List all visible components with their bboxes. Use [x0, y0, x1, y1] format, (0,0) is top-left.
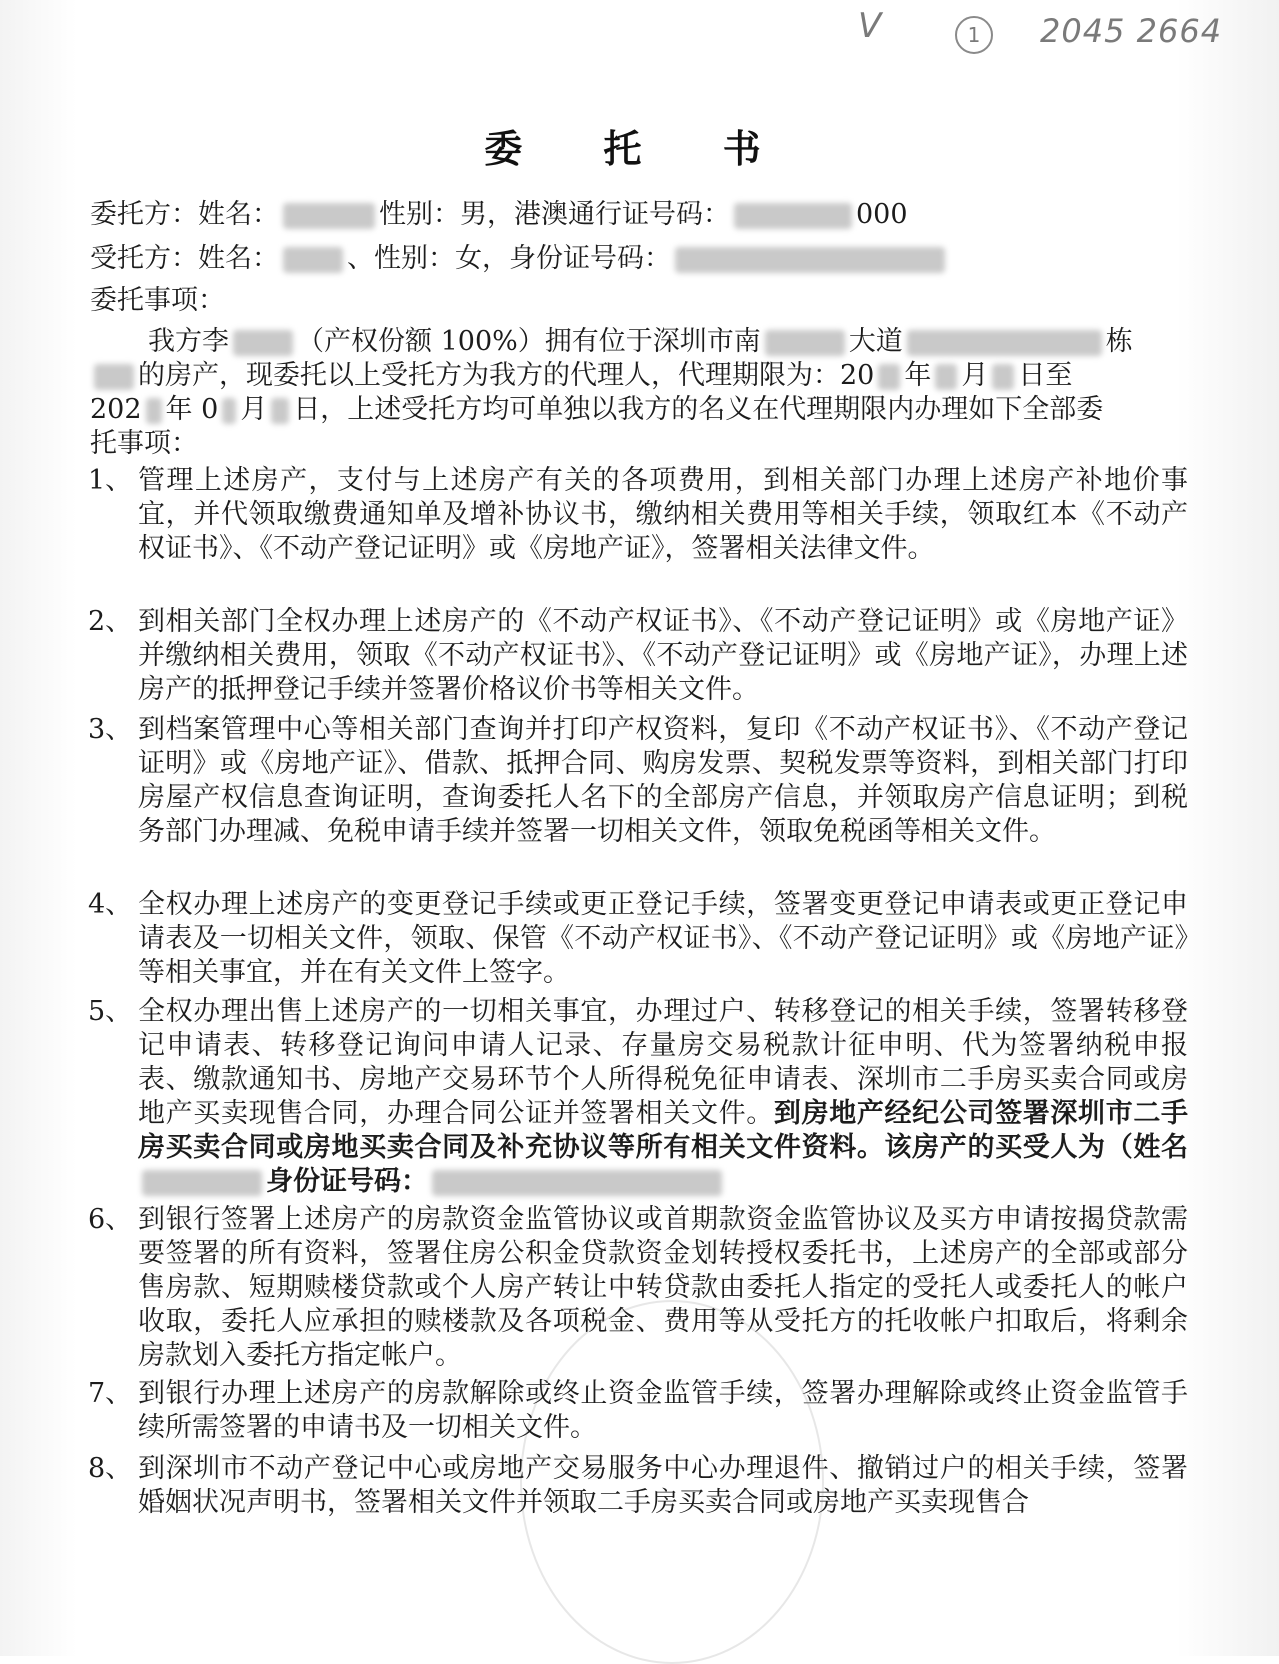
redacted-year — [146, 398, 162, 424]
matter-item-3 — [88, 713, 1188, 849]
faint-seal-impression — [520, 1300, 824, 1664]
intro-text: 月 — [961, 360, 989, 391]
handwritten-check-mark: V — [858, 6, 882, 46]
handwritten-reference-number: 2045 2664 — [1040, 12, 1223, 50]
principal-id-tail: 000 — [856, 199, 908, 230]
item-number: 7、 — [88, 1378, 133, 1409]
redacted-month — [222, 398, 236, 424]
redacted-name — [283, 247, 343, 273]
intro-text: （产权份额 100%）拥有位于深圳市南 — [297, 326, 761, 357]
intro-text: 栋 — [1105, 326, 1133, 357]
intro-text: 年 0 — [165, 394, 219, 425]
intro-line-1 — [148, 325, 1133, 359]
intro-text: 日，上述受托方均可单独以我方的名义在代理期限内办理如下全部委 — [293, 394, 1104, 425]
redacted-buyer-name — [142, 1170, 262, 1196]
item-text: 到档案管理中心等相关部门查询并打印产权资料，复印《不动产权证书》、《不动产登记证明》或《房地产证》、借款、抵押合同、购房发票、契税发票等资料，到相关部门打印房屋产权信息查询证明，查询委托人名下的全部房产信息，并领取房产信息证明；到税务部门办理减、免税申请手续并签署一切相关文件，领取免税函等相关文件。 — [138, 714, 1188, 847]
item-text — [138, 995, 1188, 1199]
item-number: 6、 — [88, 1204, 133, 1235]
principal-line — [90, 198, 908, 232]
item-text: 到相关部门全权办理上述房产的《不动产权证书》、《不动产登记证明》或《房地产证》并缴纳相关费用，领取《不动产权证书》、《不动产登记证明》或《房地产证》，办理上述房产的抵押登记手续并签署价格议价书等相关文件。 — [138, 606, 1188, 705]
item-number: 4、 — [88, 889, 133, 920]
item-number: 3、 — [88, 714, 133, 745]
matter-item-4 — [88, 888, 1188, 990]
intro-text: 年 — [904, 360, 932, 391]
redacted-address — [907, 330, 1102, 356]
principal-gender-label: 性别：男，港澳通行证号码： — [379, 199, 730, 230]
intro-line-3 — [90, 393, 1103, 427]
agent-gender-label: 、性别：女，身份证号码： — [347, 243, 671, 274]
intro-line-4: 托事项： — [90, 428, 198, 459]
matter-item-1 — [88, 464, 1188, 566]
agent-label: 受托方：姓名： — [90, 243, 279, 274]
item-number: 8、 — [88, 1453, 133, 1484]
item-number: 5、 — [88, 996, 133, 1027]
matters-heading: 委托事项： — [90, 285, 225, 316]
item-bold-text: 到房地产经纪公司签署深圳市二手房买卖合同或房地买卖合同及补充协议等所有相关文件资料。该房产的买受人为（姓名 — [138, 1098, 1189, 1163]
intro-text: 月 — [240, 394, 268, 425]
item-plain-text: 全权办理出售上述房产的一切相关事宜，办理过户、转移登记的相关手续，签署转移登记申请表、转移登记询问申请人记录、存量房交易税款计征申明、代为签署纳税申报表、缴款通知书、房地产交易环节个人所得税免征申请表、深圳市二手房买卖合同或房地产买卖现售合同，办理合同公证并签署相关文件。 — [138, 996, 1188, 1129]
item-text: 全权办理上述房产的变更登记手续或更正登记手续，签署变更登记申请表或更正登记申请表及一切相关文件，领取、保管《不动产权证书》、《不动产登记证明》或《房地产证》等相关事宜，并在有关文件上签字。 — [138, 889, 1188, 988]
principal-label: 委托方：姓名： — [90, 199, 279, 230]
redacted-building — [94, 364, 134, 390]
item-number: 1、 — [88, 465, 133, 496]
intro-line-2 — [90, 359, 1072, 393]
intro-text: 我方李 — [148, 326, 229, 357]
item-text: 到银行办理上述房产的房款解除或终止资金监管手续，签署办理解除或终止资金监管手续所需签署的申请书及一切相关文件。 — [138, 1378, 1188, 1443]
redacted-id-number — [675, 247, 945, 273]
item-bold-tail: 身份证号码： — [266, 1166, 428, 1197]
item-text: 管理上述房产，支付与上述房产有关的各项费用，到相关部门办理上述房产补地价事宜，并代领取缴费通知单及增补协议书，缴纳相关费用等相关手续，领取红本《不动产权证书》、《不动产登记证明》或《房地产证》，签署相关法律文件。 — [138, 465, 1188, 564]
item-text: 到深圳市不动产登记中心或房地产交易服务中心办理退件、撤销过户的相关手续，签署婚姻状况声明书，签署相关文件并领取二手房买卖合同或房地产买卖现售合 — [138, 1453, 1188, 1518]
redacted-buyer-id — [432, 1170, 722, 1196]
handwritten-circled-number: 1 — [955, 16, 993, 54]
agent-line — [90, 242, 949, 276]
intro-text: 日至 — [1018, 360, 1073, 391]
intro-text: 的房产，现委托以上受托方为我方的代理人，代理期限为：20 — [138, 360, 875, 391]
redacted-year — [878, 364, 900, 390]
matter-item-5 — [88, 995, 1188, 1199]
redacted-day — [271, 398, 289, 424]
item-text: 到银行签署上述房产的房款资金监管协议或首期款资金监管协议及买方申请按揭贷款需要签署的所有资料，签署住房公积金贷款资金划转授权委托书，上述房产的全部或部分售房款、短期赎楼贷款或个人房产转让中转贷款由委托人指定的受托人或委托人的帐户收取，委托人应承担的赎楼款及各项税金、费用等从受托方的托收帐户扣取后，将剩余房款划入委托方指定帐户。 — [138, 1204, 1188, 1371]
redacted-name — [283, 203, 375, 229]
redacted-name — [233, 330, 293, 356]
document-title: 委 托 书 — [484, 127, 795, 171]
intro-text: 大道 — [848, 326, 903, 357]
item-number: 2、 — [88, 606, 133, 637]
intro-text: 202 — [90, 394, 142, 425]
redacted-district — [765, 330, 845, 356]
redacted-permit-number — [734, 203, 852, 229]
redacted-day — [992, 364, 1014, 390]
redacted-month — [935, 364, 957, 390]
matter-item-2 — [88, 605, 1188, 707]
